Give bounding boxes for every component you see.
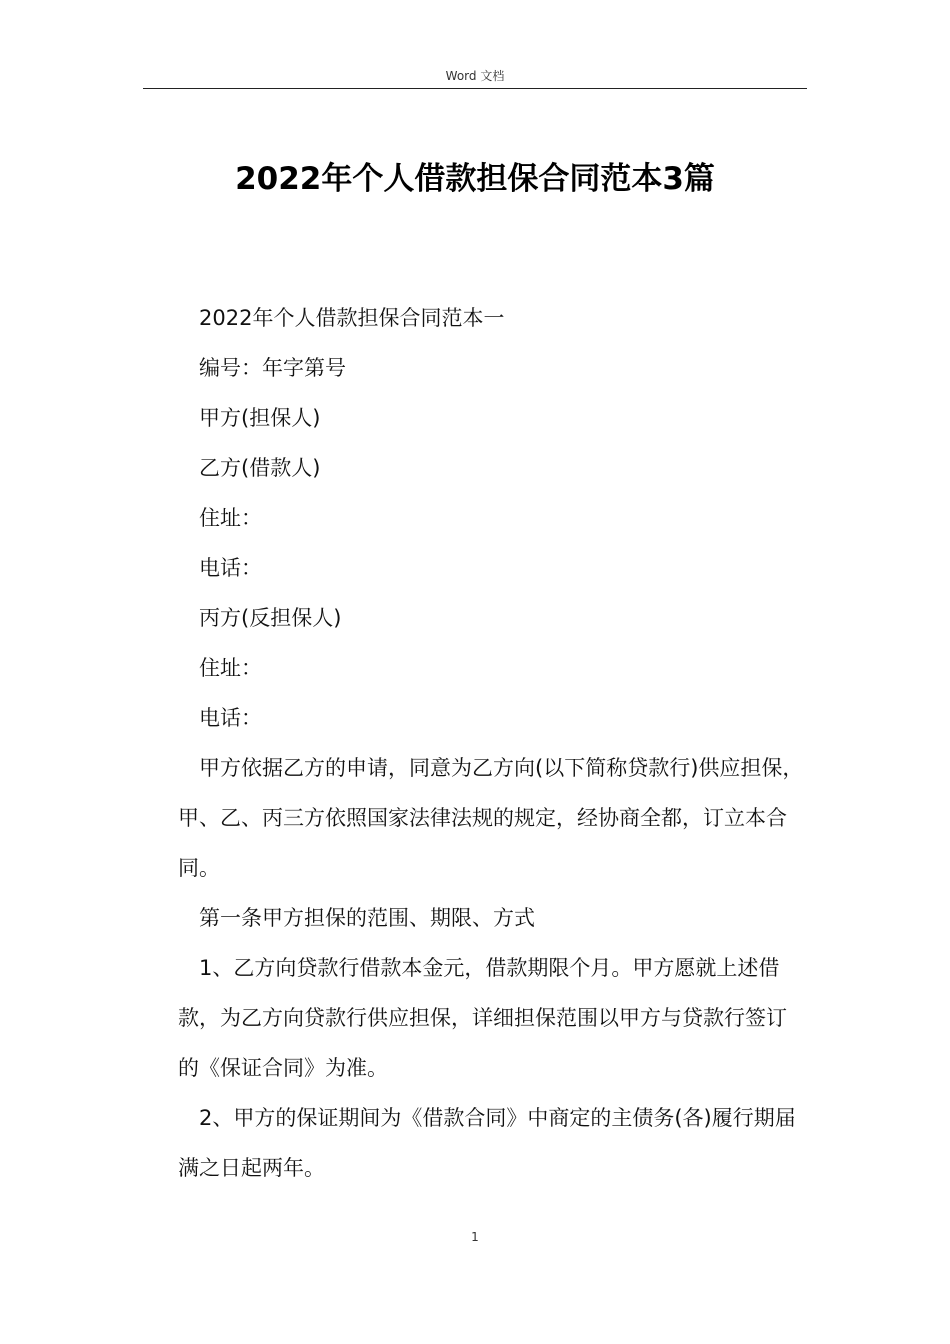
paragraph-address-b: 住址： [199,506,262,530]
paragraph-contract-number: 编号：年字第号 [199,356,346,380]
paragraph-party-b: 乙方(借款人) [199,456,321,480]
paragraph-party-c: 丙方(反担保人) [199,606,342,630]
paragraph-clause-one: 1、乙方向贷款行借款本金元，借款期限个月。甲方愿就上述借款，为乙方向贷款行供应担保，详细担保范围以甲方与贷款行签订的《保证合同》为准。 [178,956,787,1080]
paragraph-address-c: 住址： [199,656,262,680]
paragraph-heading-contract-one: 2022年个人借款担保合同范本一 [199,306,505,330]
header-text: Word 文档 [445,69,505,83]
document-body [178,293,806,1193]
paragraph-article-one-heading: 第一条甲方担保的范围、期限、方式 [199,906,535,930]
paragraph-clause-two: 2、甲方的保证期间为《借款合同》中商定的主债务(各)履行期届满之日起两年。 [178,1106,796,1180]
paragraph-preamble: 甲方依据乙方的申请，同意为乙方向(以下简称贷款行)供应担保，甲、乙、丙三方依照国家法律法规的规定，经协商全都，订立本合同。 [178,756,804,880]
page-number: 1 [471,1230,479,1244]
paragraph-party-a: 甲方(担保人) [199,406,321,430]
page-header [143,66,807,89]
paragraph-phone-b: 电话： [199,556,262,580]
document-title: 2022年个人借款担保合同范本3篇 [235,161,715,197]
paragraph-phone-c: 电话： [199,706,262,730]
